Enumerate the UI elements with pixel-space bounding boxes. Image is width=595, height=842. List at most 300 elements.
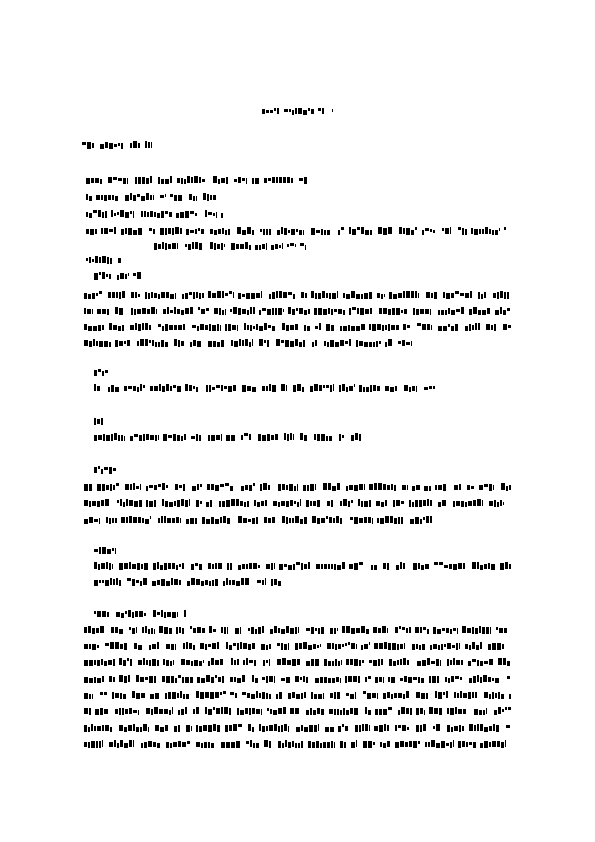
glyph <box>154 629 155 634</box>
text-line-content <box>0 0 1 1</box>
glyph <box>383 743 386 748</box>
glyph <box>272 177 275 183</box>
glyph <box>210 195 212 200</box>
glyph <box>283 309 284 312</box>
glyph <box>84 627 87 633</box>
glyph <box>89 660 93 666</box>
glyph <box>245 339 248 346</box>
text-line-content <box>0 0 1 1</box>
glyph <box>92 309 93 314</box>
glyph <box>133 386 136 391</box>
glyph <box>201 309 205 314</box>
glyph <box>201 743 203 748</box>
glyph <box>183 694 185 699</box>
glyph <box>106 274 108 277</box>
glyph <box>334 309 337 312</box>
glyph <box>84 693 88 699</box>
glyph <box>418 677 420 683</box>
glyph <box>94 384 96 391</box>
glyph <box>329 293 331 299</box>
glyph <box>448 678 450 683</box>
glyph <box>106 562 108 569</box>
glyph <box>324 659 327 666</box>
glyph <box>207 484 210 490</box>
glyph <box>311 627 314 634</box>
glyph <box>157 642 159 649</box>
glyph <box>245 708 248 714</box>
glyph <box>215 579 218 586</box>
glyph <box>96 195 100 200</box>
glyph <box>281 629 285 634</box>
glyph <box>486 324 490 330</box>
glyph <box>462 741 465 747</box>
glyph <box>166 384 169 391</box>
glyph <box>303 340 305 347</box>
glyph <box>179 564 181 567</box>
glyph <box>327 501 330 506</box>
glyph <box>149 228 152 231</box>
glyph <box>164 627 168 634</box>
glyph <box>121 435 123 441</box>
glyph <box>459 484 461 490</box>
glyph <box>216 212 217 218</box>
glyph <box>178 725 180 732</box>
glyph <box>296 308 298 311</box>
glyph <box>190 677 193 683</box>
glyph <box>111 434 113 441</box>
glyph <box>210 500 212 507</box>
glyph <box>421 565 424 570</box>
glyph <box>193 709 195 714</box>
text-line-content <box>0 0 1 1</box>
glyph <box>276 291 278 298</box>
glyph <box>364 484 365 490</box>
glyph <box>105 142 108 148</box>
glyph <box>118 178 122 181</box>
glyph <box>281 725 283 732</box>
glyph <box>109 143 113 149</box>
glyph <box>332 293 336 299</box>
glyph <box>166 644 170 649</box>
glyph <box>208 212 212 215</box>
glyph <box>445 677 447 682</box>
glyph <box>202 293 204 298</box>
glyph <box>275 434 278 440</box>
glyph <box>360 308 364 315</box>
glyph <box>252 387 256 392</box>
glyph <box>222 310 224 315</box>
glyph <box>250 325 252 331</box>
glyph <box>415 500 418 507</box>
glyph <box>288 643 289 650</box>
glyph <box>492 230 494 235</box>
glyph <box>164 516 166 523</box>
glyph <box>302 387 304 392</box>
glyph <box>292 309 295 315</box>
glyph <box>100 708 103 715</box>
glyph <box>229 708 231 715</box>
glyph <box>301 292 304 298</box>
glyph <box>105 499 109 506</box>
glyph <box>383 563 386 569</box>
glyph <box>132 612 134 618</box>
glyph <box>422 324 426 330</box>
glyph <box>293 564 295 570</box>
glyph <box>284 109 288 112</box>
glyph <box>342 626 345 633</box>
glyph <box>164 612 166 618</box>
glyph <box>462 626 466 633</box>
glyph <box>201 678 205 683</box>
glyph <box>148 727 149 732</box>
glyph <box>201 229 204 234</box>
glyph <box>117 500 119 503</box>
glyph <box>314 308 317 315</box>
glyph <box>139 435 142 441</box>
glyph <box>401 707 405 714</box>
glyph <box>122 708 124 715</box>
glyph <box>119 341 123 346</box>
glyph <box>242 178 245 181</box>
glyph <box>385 386 389 391</box>
glyph <box>100 692 103 695</box>
glyph <box>359 484 363 490</box>
glyph <box>234 677 236 682</box>
glyph <box>275 244 278 249</box>
glyph <box>438 692 442 699</box>
glyph <box>348 325 350 331</box>
glyph <box>319 385 322 391</box>
glyph <box>155 342 157 347</box>
glyph <box>182 628 184 634</box>
glyph <box>274 724 277 731</box>
glyph <box>112 292 115 298</box>
glyph <box>293 385 296 392</box>
glyph <box>427 324 430 330</box>
glyph <box>224 707 228 714</box>
glyph <box>334 709 336 715</box>
glyph <box>237 227 241 234</box>
glyph <box>321 229 323 235</box>
glyph <box>290 708 294 714</box>
glyph <box>296 727 300 732</box>
glyph <box>191 177 193 183</box>
glyph <box>502 709 504 712</box>
glyph <box>297 502 299 507</box>
glyph <box>350 708 353 714</box>
glyph <box>253 743 255 748</box>
glyph <box>489 659 493 665</box>
glyph <box>383 677 384 683</box>
glyph <box>400 562 402 569</box>
glyph <box>492 678 494 681</box>
glyph <box>433 230 435 233</box>
glyph <box>402 725 406 731</box>
glyph <box>208 341 212 347</box>
glyph <box>265 578 266 585</box>
glyph <box>356 340 358 347</box>
glyph <box>479 229 481 234</box>
text-line-content <box>0 0 1 1</box>
glyph <box>379 341 381 344</box>
glyph <box>158 435 159 440</box>
glyph <box>168 563 171 569</box>
glyph <box>318 724 319 731</box>
glyph <box>114 213 116 216</box>
glyph <box>225 324 227 331</box>
glyph <box>365 230 369 235</box>
glyph <box>482 627 485 634</box>
glyph <box>345 676 347 683</box>
glyph <box>165 243 167 250</box>
glyph <box>246 741 249 744</box>
glyph <box>84 644 88 649</box>
glyph <box>243 518 247 523</box>
glyph <box>326 436 328 441</box>
glyph <box>491 564 495 570</box>
glyph <box>119 292 121 299</box>
glyph <box>370 308 372 314</box>
glyph <box>115 548 116 554</box>
glyph <box>340 340 344 346</box>
glyph <box>113 177 117 180</box>
glyph <box>364 293 368 299</box>
glyph <box>225 230 227 235</box>
glyph <box>185 677 189 683</box>
glyph <box>82 142 86 145</box>
text-line-content <box>0 0 1 1</box>
glyph <box>121 143 123 149</box>
glyph <box>317 645 319 648</box>
glyph <box>158 244 161 249</box>
glyph <box>290 500 293 506</box>
glyph <box>297 484 298 491</box>
glyph <box>326 324 330 331</box>
glyph <box>161 211 164 218</box>
glyph <box>467 485 470 490</box>
glyph <box>242 309 246 314</box>
glyph <box>415 517 419 524</box>
glyph <box>264 740 268 747</box>
glyph <box>120 499 122 506</box>
glyph <box>230 677 233 682</box>
glyph <box>366 629 369 634</box>
glyph <box>396 308 400 315</box>
glyph <box>454 726 458 731</box>
glyph <box>361 626 365 633</box>
glyph <box>351 435 354 441</box>
glyph <box>431 661 435 664</box>
glyph <box>227 518 230 524</box>
glyph <box>140 727 142 732</box>
glyph <box>241 486 244 491</box>
glyph <box>127 578 131 581</box>
glyph <box>288 742 291 748</box>
glyph <box>307 485 309 491</box>
glyph <box>169 628 172 634</box>
glyph <box>217 244 220 249</box>
glyph <box>497 292 499 299</box>
glyph <box>219 501 221 507</box>
glyph <box>176 627 178 634</box>
text-line-content <box>0 0 1 1</box>
text-line-content <box>0 0 1 1</box>
glyph <box>421 678 424 683</box>
glyph <box>217 324 219 331</box>
glyph <box>430 645 432 650</box>
glyph <box>248 519 251 522</box>
glyph <box>290 341 294 347</box>
glyph <box>385 325 387 330</box>
glyph <box>88 742 90 748</box>
glyph <box>116 612 120 617</box>
glyph <box>491 325 493 330</box>
glyph <box>286 501 289 507</box>
glyph <box>379 709 382 715</box>
glyph <box>105 211 107 218</box>
glyph <box>115 387 119 392</box>
glyph <box>135 611 138 617</box>
glyph <box>196 434 198 441</box>
glyph <box>247 227 251 234</box>
glyph <box>422 660 426 666</box>
glyph <box>166 485 168 488</box>
glyph <box>190 518 194 524</box>
glyph <box>439 708 442 715</box>
glyph <box>185 384 188 391</box>
glyph <box>447 725 450 732</box>
glyph <box>372 518 373 524</box>
glyph <box>243 643 247 649</box>
glyph <box>351 742 355 748</box>
glyph <box>123 660 126 666</box>
glyph <box>412 644 415 650</box>
glyph <box>447 708 449 714</box>
glyph <box>120 273 124 279</box>
glyph <box>296 694 300 699</box>
glyph <box>478 292 480 299</box>
glyph <box>222 228 224 234</box>
glyph <box>418 563 420 569</box>
glyph <box>266 386 268 391</box>
glyph <box>329 709 333 714</box>
glyph <box>369 342 372 347</box>
glyph <box>133 724 135 731</box>
glyph <box>212 325 216 331</box>
glyph <box>354 485 358 491</box>
glyph <box>137 563 140 570</box>
glyph <box>442 228 444 231</box>
glyph <box>133 141 137 148</box>
glyph <box>113 677 115 682</box>
glyph <box>89 341 92 347</box>
glyph <box>99 741 101 748</box>
glyph <box>480 642 482 649</box>
glyph <box>215 660 219 665</box>
glyph <box>107 612 109 617</box>
glyph <box>226 177 228 184</box>
glyph <box>499 228 500 231</box>
glyph <box>391 677 395 683</box>
glyph <box>416 309 419 315</box>
glyph <box>116 578 118 585</box>
glyph <box>338 644 341 649</box>
glyph <box>451 310 455 315</box>
glyph <box>153 742 156 747</box>
glyph <box>211 435 215 441</box>
glyph <box>442 500 446 506</box>
glyph <box>502 644 504 649</box>
glyph <box>170 743 172 748</box>
glyph <box>441 741 445 748</box>
glyph <box>374 565 377 570</box>
glyph <box>205 692 209 698</box>
glyph <box>128 273 129 276</box>
glyph <box>430 229 432 232</box>
glyph <box>405 742 408 747</box>
glyph <box>310 386 313 392</box>
glyph <box>213 195 216 200</box>
glyph <box>101 469 103 474</box>
glyph <box>332 661 334 666</box>
glyph <box>417 661 421 666</box>
glyph <box>261 644 265 650</box>
glyph <box>174 579 178 585</box>
glyph <box>455 707 457 714</box>
glyph <box>143 724 147 731</box>
glyph <box>124 676 127 683</box>
glyph <box>218 179 220 184</box>
glyph <box>398 710 400 715</box>
glyph <box>482 229 484 234</box>
glyph <box>211 517 214 524</box>
glyph <box>324 677 327 683</box>
glyph <box>404 385 408 391</box>
glyph <box>332 678 335 683</box>
glyph <box>150 694 154 699</box>
glyph <box>387 563 389 570</box>
glyph <box>262 692 265 699</box>
glyph <box>115 307 118 314</box>
glyph <box>496 725 499 732</box>
glyph <box>274 563 275 569</box>
glyph <box>290 325 294 330</box>
glyph <box>89 708 91 715</box>
glyph <box>169 710 171 715</box>
glyph <box>268 518 271 523</box>
glyph <box>465 502 467 507</box>
glyph <box>327 230 330 235</box>
glyph <box>467 628 471 633</box>
glyph <box>378 483 382 490</box>
glyph <box>206 385 208 392</box>
glyph <box>257 580 261 583</box>
glyph <box>498 707 501 714</box>
glyph <box>107 257 109 264</box>
glyph <box>450 742 452 748</box>
glyph <box>322 108 324 114</box>
glyph <box>399 626 401 629</box>
glyph <box>284 228 287 235</box>
glyph <box>403 694 405 699</box>
glyph <box>115 642 119 649</box>
glyph <box>223 691 226 694</box>
glyph <box>118 435 120 441</box>
glyph <box>196 196 197 201</box>
glyph <box>303 110 307 115</box>
glyph <box>330 693 333 698</box>
glyph <box>411 341 412 346</box>
